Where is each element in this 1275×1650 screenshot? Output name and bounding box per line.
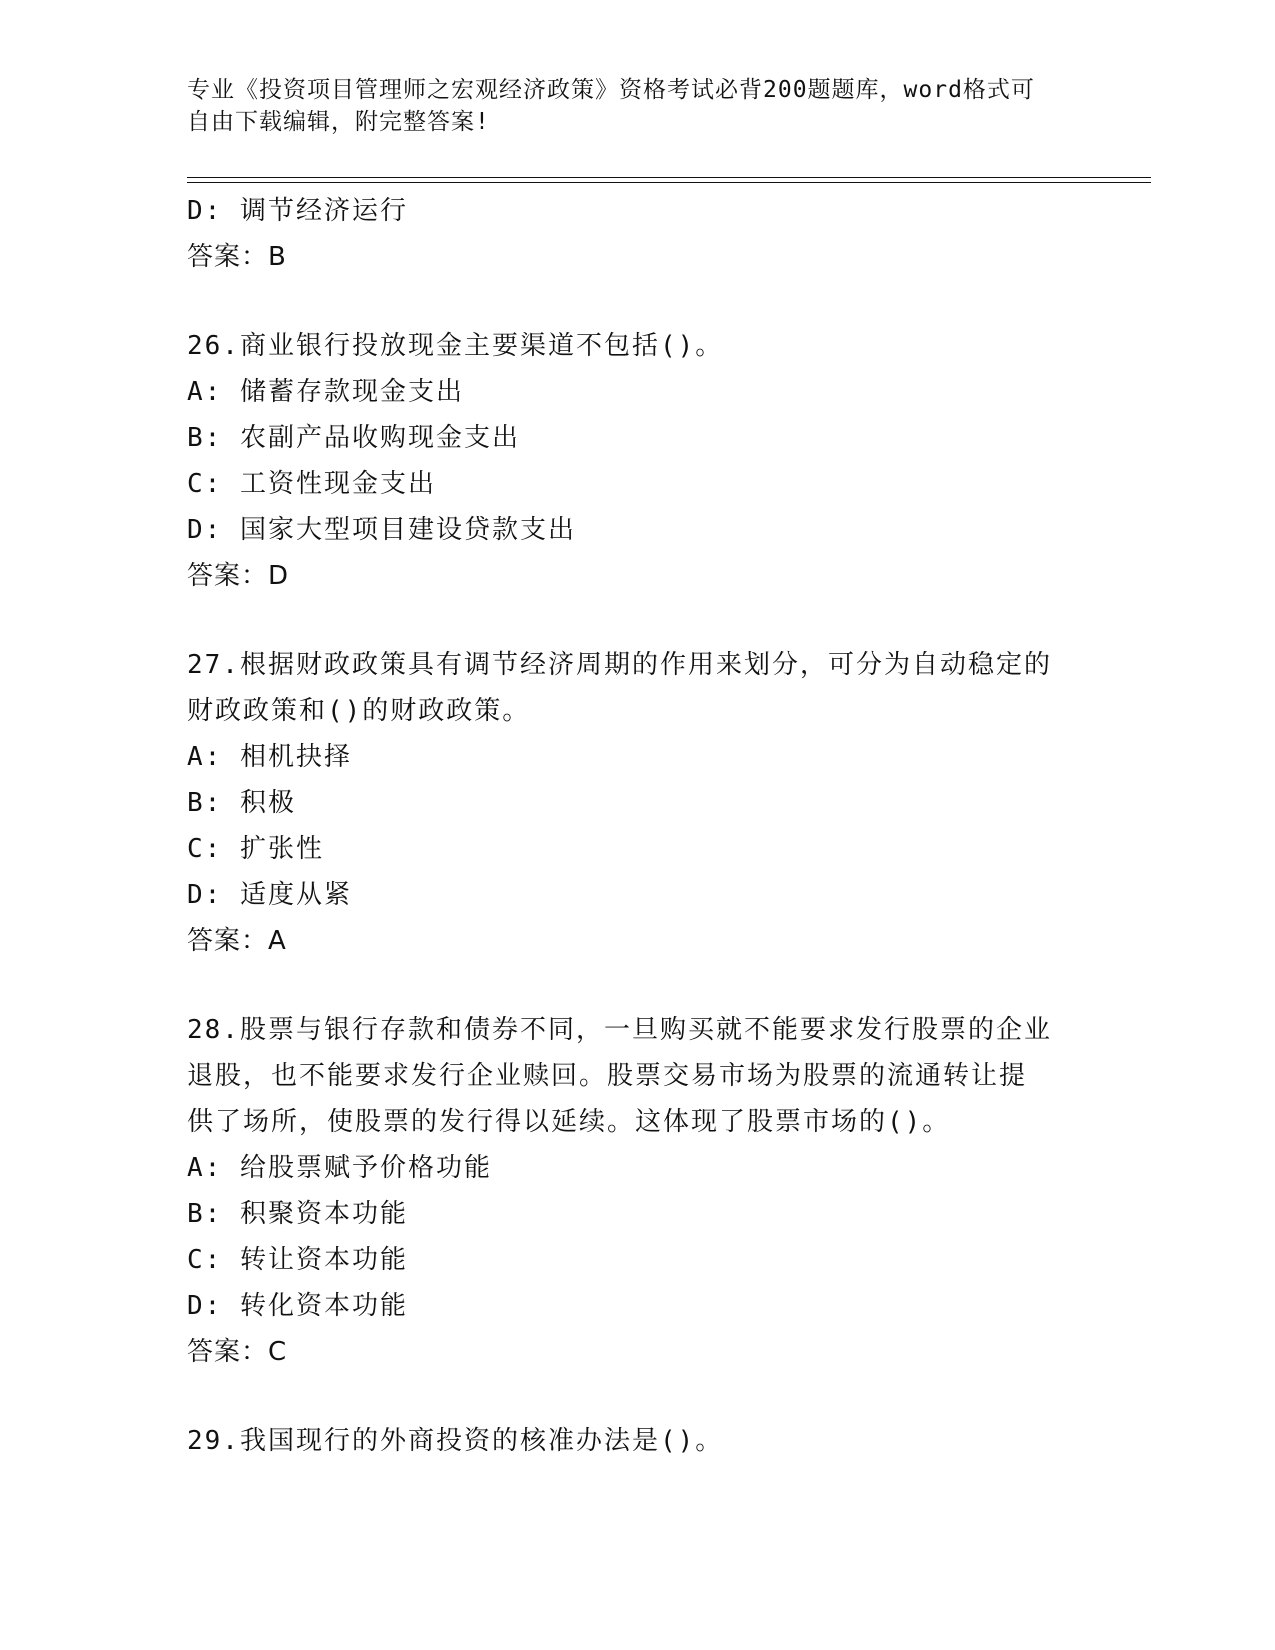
- question-26: [187, 323, 1087, 599]
- answer: 答案：A: [187, 926, 287, 956]
- option-d: D: 国家大型项目建设贷款支出: [187, 515, 576, 545]
- option-d: D: 适度从紧: [187, 880, 352, 910]
- spacer: [187, 280, 1087, 323]
- answer: 答案：C: [187, 1337, 288, 1367]
- option-a: A: 给股票赋予价格功能: [187, 1153, 492, 1183]
- question-text: 29.我国现行的外商投资的核准办法是()。: [187, 1426, 724, 1456]
- header-rule-top: [187, 177, 1151, 178]
- question-29: [187, 1418, 1087, 1464]
- question-list: [187, 188, 1087, 1464]
- option-d: D: 转化资本功能: [187, 1291, 408, 1321]
- option-c: C: 扩张性: [187, 834, 324, 864]
- answer: 答案：D: [187, 561, 290, 591]
- answer: 答案：B: [187, 242, 287, 272]
- question-text: 26.商业银行投放现金主要渠道不包括()。: [187, 331, 724, 361]
- spacer: [187, 599, 1087, 642]
- question-text-line-2: 退股，也不能要求发行企业赎回。股票交易市场为股票的流通转让提: [187, 1061, 1028, 1091]
- option-b: B: 农副产品收购现金支出: [187, 423, 520, 453]
- option-c: C: 转让资本功能: [187, 1245, 408, 1275]
- question-28: [187, 1007, 1087, 1375]
- question-text-line-1: 27.根据财政政策具有调节经济周期的作用来划分，可分为自动稳定的: [187, 650, 1052, 680]
- question-27: [187, 642, 1087, 964]
- header-line-2: 自由下载编辑，附完整答案!: [187, 109, 490, 135]
- spacer: [187, 964, 1087, 1007]
- option-d: D: 调节经济运行: [187, 196, 408, 226]
- option-a: A: 相机抉择: [187, 742, 352, 772]
- option-c: C: 工资性现金支出: [187, 469, 436, 499]
- header-rule-bottom: [187, 182, 1151, 183]
- question-text-line-2: 财政政策和()的财政政策。: [187, 696, 531, 726]
- option-b: B: 积极: [187, 788, 296, 818]
- header-line-1: 专业《投资项目管理师之宏观经济政策》资格考试必背200题题库，word格式可: [187, 77, 1035, 103]
- question-text-line-3: 供了场所，使股票的发行得以延续。这体现了股票市场的()。: [187, 1107, 951, 1137]
- option-b: B: 积聚资本功能: [187, 1199, 408, 1229]
- document-header: [187, 74, 1067, 138]
- spacer: [187, 1375, 1087, 1418]
- option-a: A: 储蓄存款现金支出: [187, 377, 464, 407]
- question-text-line-1: 28.股票与银行存款和债券不同，一旦购买就不能要求发行股票的企业: [187, 1015, 1052, 1045]
